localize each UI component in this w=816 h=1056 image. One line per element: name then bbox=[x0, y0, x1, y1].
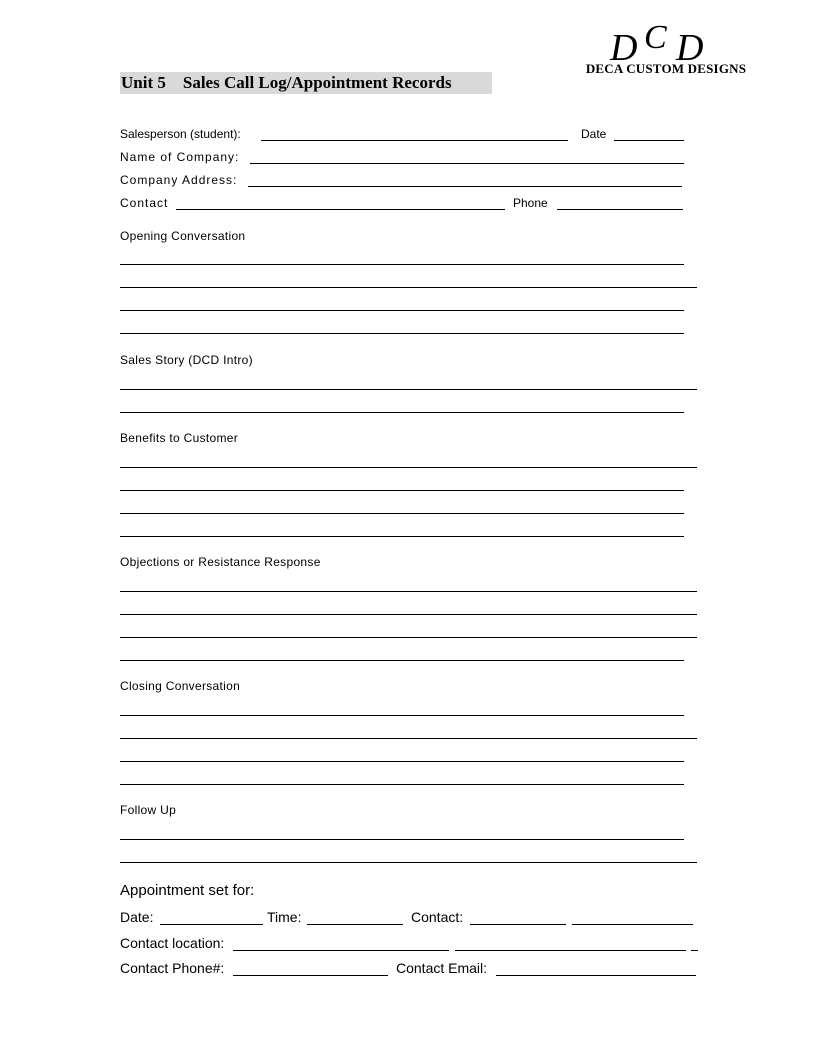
writing-line[interactable] bbox=[120, 412, 684, 413]
svg-text:D: D bbox=[610, 27, 638, 64]
writing-line[interactable] bbox=[120, 862, 697, 863]
page-title: Unit 5 Sales Call Log/Appointment Records bbox=[121, 73, 452, 92]
writing-line[interactable] bbox=[120, 660, 684, 661]
date-field[interactable] bbox=[614, 140, 684, 141]
logo-wordmark: DECA CUSTOM DESIGNS bbox=[585, 61, 747, 76]
appointment-heading: Appointment set for: bbox=[120, 882, 255, 899]
contact-email-label: Contact Email: bbox=[396, 960, 488, 976]
writing-line[interactable] bbox=[120, 637, 697, 638]
writing-line[interactable] bbox=[120, 287, 697, 288]
writing-line[interactable] bbox=[120, 513, 684, 514]
svg-text:D: D bbox=[676, 27, 704, 64]
contact-location-field-3[interactable] bbox=[691, 950, 698, 951]
salesperson-field[interactable] bbox=[261, 140, 568, 141]
writing-line[interactable] bbox=[120, 738, 697, 739]
company-address-field[interactable] bbox=[248, 186, 682, 187]
writing-line[interactable] bbox=[120, 614, 697, 615]
contact-location-field-2[interactable] bbox=[455, 950, 686, 951]
writing-line[interactable] bbox=[120, 490, 684, 491]
dcd-monogram-icon bbox=[606, 20, 726, 64]
appointment-contact-field-2[interactable] bbox=[572, 924, 693, 925]
writing-line[interactable] bbox=[120, 264, 684, 265]
phone-field[interactable] bbox=[557, 209, 683, 210]
writing-line[interactable] bbox=[120, 715, 684, 716]
section-benefits: Benefits to Customer bbox=[120, 431, 239, 445]
appointment-time-field[interactable] bbox=[307, 924, 403, 925]
writing-line[interactable] bbox=[120, 591, 697, 592]
writing-line[interactable] bbox=[120, 784, 684, 785]
contact-location-label: Contact location: bbox=[120, 935, 225, 951]
appointment-date-label: Date: bbox=[120, 909, 154, 925]
writing-line[interactable] bbox=[120, 761, 684, 762]
section-opening-conversation: Opening Conversation bbox=[120, 229, 246, 243]
writing-line[interactable] bbox=[120, 536, 684, 537]
appointment-time-label: Time: bbox=[267, 909, 302, 925]
writing-line[interactable] bbox=[120, 467, 697, 468]
contact-label: Contact bbox=[120, 196, 169, 210]
contact-email-field[interactable] bbox=[496, 975, 696, 976]
phone-label: Phone bbox=[513, 196, 548, 210]
company-name-field[interactable] bbox=[250, 163, 684, 164]
writing-line[interactable] bbox=[120, 333, 684, 334]
writing-line[interactable] bbox=[120, 389, 697, 390]
contact-location-field[interactable] bbox=[233, 950, 449, 951]
company-address-label: Company Address: bbox=[120, 173, 238, 187]
appointment-contact-label: Contact: bbox=[411, 909, 464, 925]
contact-phone-field[interactable] bbox=[233, 975, 388, 976]
contact-field[interactable] bbox=[176, 209, 505, 210]
date-label: Date bbox=[581, 127, 607, 141]
appointment-date-field[interactable] bbox=[160, 924, 263, 925]
section-objections: Objections or Resistance Response bbox=[120, 555, 321, 569]
contact-phone-label: Contact Phone#: bbox=[120, 960, 225, 976]
company-logo bbox=[576, 20, 756, 78]
writing-line[interactable] bbox=[120, 310, 684, 311]
section-sales-story: Sales Story (DCD Intro) bbox=[120, 353, 253, 367]
section-closing-conversation: Closing Conversation bbox=[120, 679, 241, 693]
company-name-label: Name of Company: bbox=[120, 150, 240, 164]
svg-text:C: C bbox=[644, 20, 667, 56]
writing-line[interactable] bbox=[120, 839, 684, 840]
appointment-contact-field[interactable] bbox=[470, 924, 566, 925]
section-follow-up: Follow Up bbox=[120, 803, 177, 817]
salesperson-label: Salesperson (student): bbox=[120, 127, 241, 141]
